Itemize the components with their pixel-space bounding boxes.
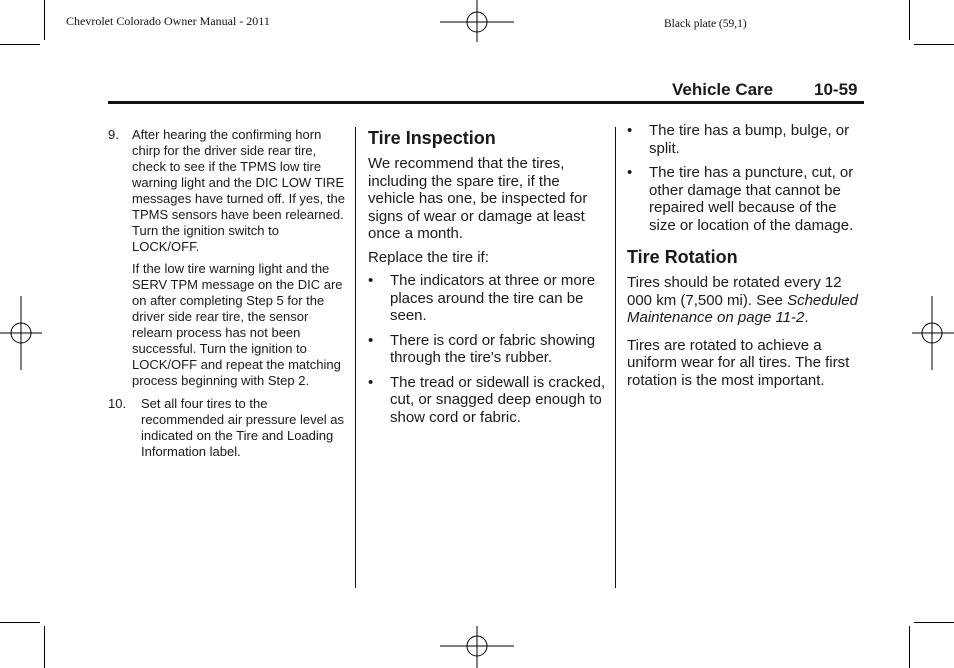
list-item: • The tire has a puncture, cut, or other damage that cannot be repaired well because of the size or location of the damage. bbox=[627, 164, 854, 234]
tire-rotation-heading: Tire Rotation bbox=[627, 247, 738, 267]
column-2 bbox=[368, 127, 608, 433]
manual-title: Chevrolet Colorado Owner Manual - 2011 bbox=[66, 14, 270, 28]
step-number: 10. bbox=[108, 396, 127, 411]
bullet-icon: • bbox=[368, 373, 374, 391]
step-note: If the low tire warning light and the SERV TPM message on the DIC are on after completing Step 5 for the driver side rear tire, the sensor relearn process has not been successful. Turn the ignition to LOCK/OFF and repeat the matching process beginning with Step 2. bbox=[132, 261, 343, 388]
list-item: • The indicators at three or more places around the tire can be seen. bbox=[368, 272, 596, 324]
step-10 bbox=[108, 396, 348, 460]
column-1 bbox=[108, 127, 348, 460]
list-item: • The tread or sidewall is cracked, cut, or snagged deep enough to show cord or fabric. bbox=[368, 373, 606, 426]
inspection-intro: We recommend that the tires, including the spare tire, if the vehicle has one, be inspected for signs of wear or damage at least once a month. bbox=[368, 155, 588, 242]
step-number: 9. bbox=[108, 127, 119, 142]
section-title: Vehicle Care bbox=[672, 80, 774, 99]
rotation-purpose: Tires are rotated to achieve a uniform wear for all tires. The first rotation is the most important. bbox=[627, 336, 850, 389]
bullet-icon: • bbox=[368, 331, 374, 349]
tire-inspection-heading: Tire Inspection bbox=[368, 128, 496, 148]
plate-label: Black plate (59,1) bbox=[664, 18, 747, 30]
bullet-icon: • bbox=[627, 122, 633, 139]
bullet-icon: • bbox=[627, 164, 633, 181]
header-rule bbox=[108, 101, 864, 104]
step-text: After hearing the confirming horn chirp for the driver side rear tire, check to see if the TPMS low tire warning light and the DIC LOW TIRE messages have turned off. If yes, the TPMS sensors have been relearned. Turn the ignition switch to LOCK/OFF. bbox=[132, 127, 345, 254]
list-item: • The tire has a bump, bulge, or split. bbox=[627, 122, 850, 157]
replace-intro: Replace the tire if: bbox=[368, 248, 489, 266]
step-text: Set all four tires to the recommended air pressure level as indicated on the Tire and Loading Information label. bbox=[141, 396, 345, 459]
step-9 bbox=[108, 127, 348, 255]
column-3 bbox=[627, 122, 859, 395]
column-divider-1 bbox=[355, 127, 356, 588]
scheduled-maintenance-link[interactable]: Scheduled Maintenance on page 11-2 bbox=[627, 291, 858, 326]
bullet-icon: • bbox=[368, 272, 374, 289]
list-item: • There is cord or fabric showing through the tire's rubber. bbox=[368, 331, 596, 366]
rotation-interval: Tires should be rotated every 12 000 km (7,500 mi). See Scheduled Maintenance on page 11-2. bbox=[627, 274, 858, 326]
page-number: 10-59 bbox=[814, 80, 858, 99]
column-divider-2 bbox=[615, 127, 616, 588]
